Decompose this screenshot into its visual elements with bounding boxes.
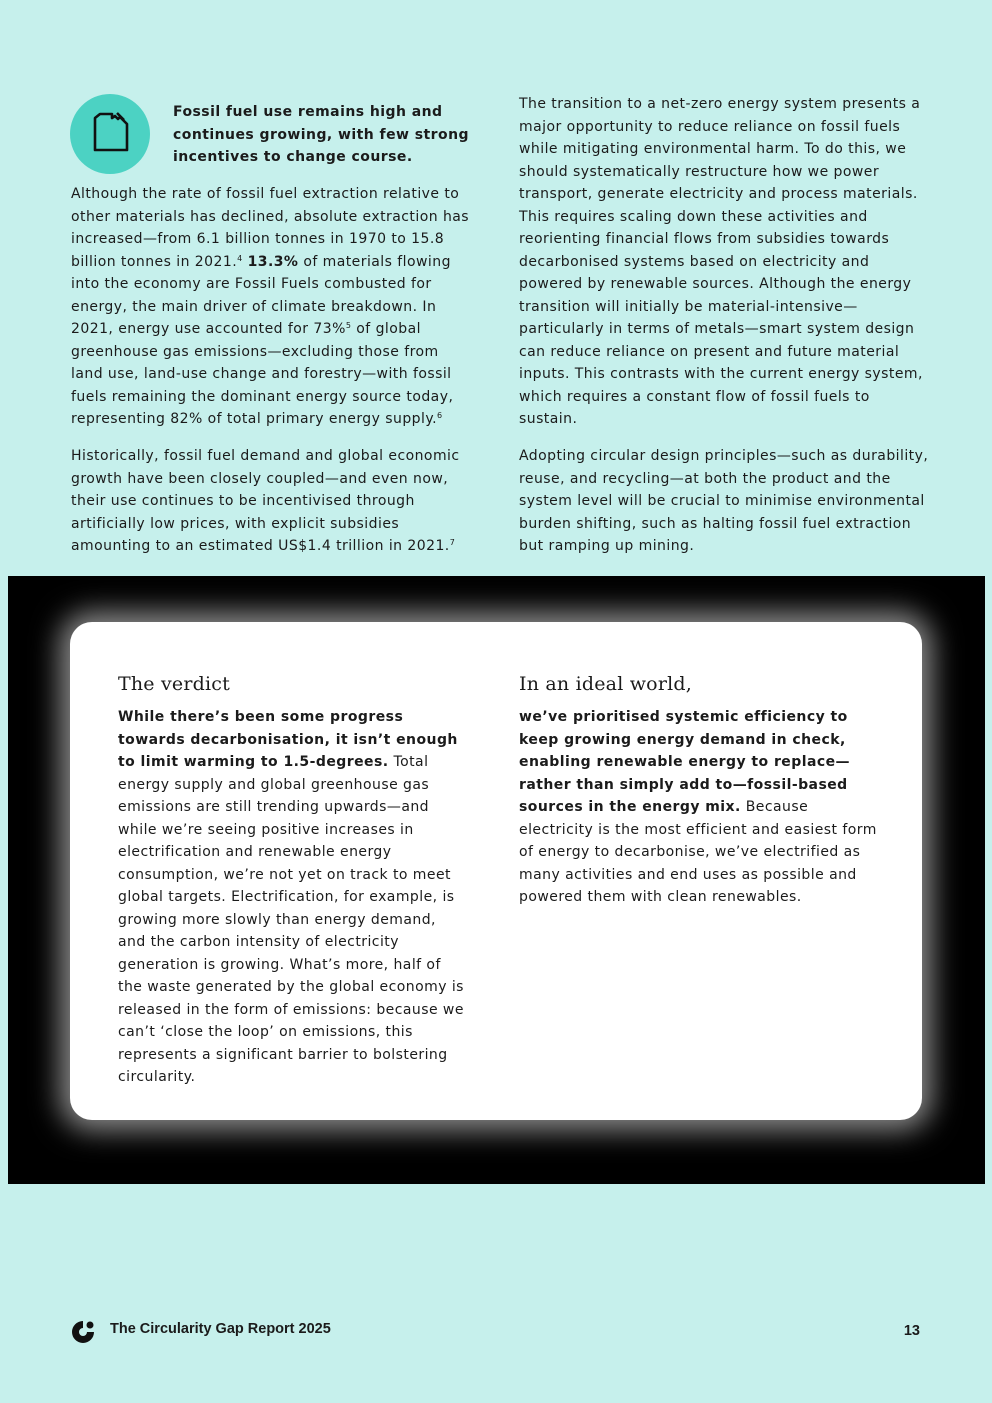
ideal-world-text: we’ve prioritised systemic efficiency to keep growing energy demand in check, enabling renewable energy to replace—rather than simply add to—fossil-based sources in the energy mix. Because electricity is the most efficient and easiest form of energy to decarbonise, we’ve electrified as many activities and end uses as possible and powered them with clean renewables. — [519, 709, 877, 905]
verdict-card — [70, 622, 922, 1120]
intro-bold-text: Fossil fuel use remains high and continues growing, with few strong incentives to change course. — [173, 104, 469, 165]
verdict-heading: The verdict — [118, 673, 230, 695]
fuel-can-icon — [90, 110, 130, 156]
page-number: 13 — [903, 1323, 920, 1339]
fuel-can-icon-badge — [70, 94, 150, 174]
right-paragraph-2: Adopting circular design principles—such as durability, reuse, and recycling—at both the product and the system level will be crucial to minimise environmental burden shifting, such as halting fossil fuel extraction but ramping up mining. — [519, 448, 929, 554]
report-title: The Circularity Gap Report 2025 — [110, 1321, 331, 1337]
left-paragraph-2: Historically, fossil fuel demand and global economic growth have been closely coupled—and even now, their use continues to be incentivised through artificially low prices, with explicit subsidies amounting to an estimated US$1.4 trillion in 2021.$^7$ — [71, 448, 460, 554]
left-paragraph-1: Although the rate of fossil fuel extraction relative to other materials has declined, absolute extraction has increased—from 6.1 billion tonnes in 1970 to 15.8 billion tonnes in 2021.$^4$ 13.3% of materials flowing into the economy are Fossil Fuels combusted for energy, the main driver of climate breakdown. In 2021, energy use accounted for 73%$^5$ of global greenhouse gas emissions—excluding those from land use, land-use change and forestry—with fossil fuels remaining the dominant energy source today, representing 82% of total primary energy supply.$^6$ — [71, 186, 470, 427]
verdict-text: While there’s been some progress towards decarbonisation, it isn’t enough to limit warming to 1.5-degrees. Total energy supply and global greenhouse gas emissions are still trending upwards—and while we’re seeing positive increases in electrification and renewable energy consumption, we’re not yet on track to meet global targets. Electrification, for example, is growing more slowly than energy demand, and the carbon intensity of electricity generation is growing. What’s more, half of the waste generated by the global economy is released in the form of emissions: because we can’t ‘close the loop’ on emissions, this represents a significant barrier to bolstering circularity. — [118, 709, 464, 1085]
circle-gap-logo-icon — [70, 1319, 96, 1345]
right-paragraph-1: The transition to a net-zero energy system presents a major opportunity to reduce reliance on fossil fuels while mitigating environmental harm. To do this, we should systematically restructure how we power transport, generate electricity and process materials. This requires scaling down these activities and reorienting financial flows from subsidies towards decarbonised systems based on electricity and powered by renewable sources. Although the energy transition will initially be material-intensive—particularly in terms of metals—smart system design can reduce reliance on present and future material inputs. This contrasts with the current energy system, which requires a constant flow of fossil fuels to sustain. — [519, 96, 923, 427]
ideal-world-heading: In an ideal world, — [519, 673, 692, 695]
